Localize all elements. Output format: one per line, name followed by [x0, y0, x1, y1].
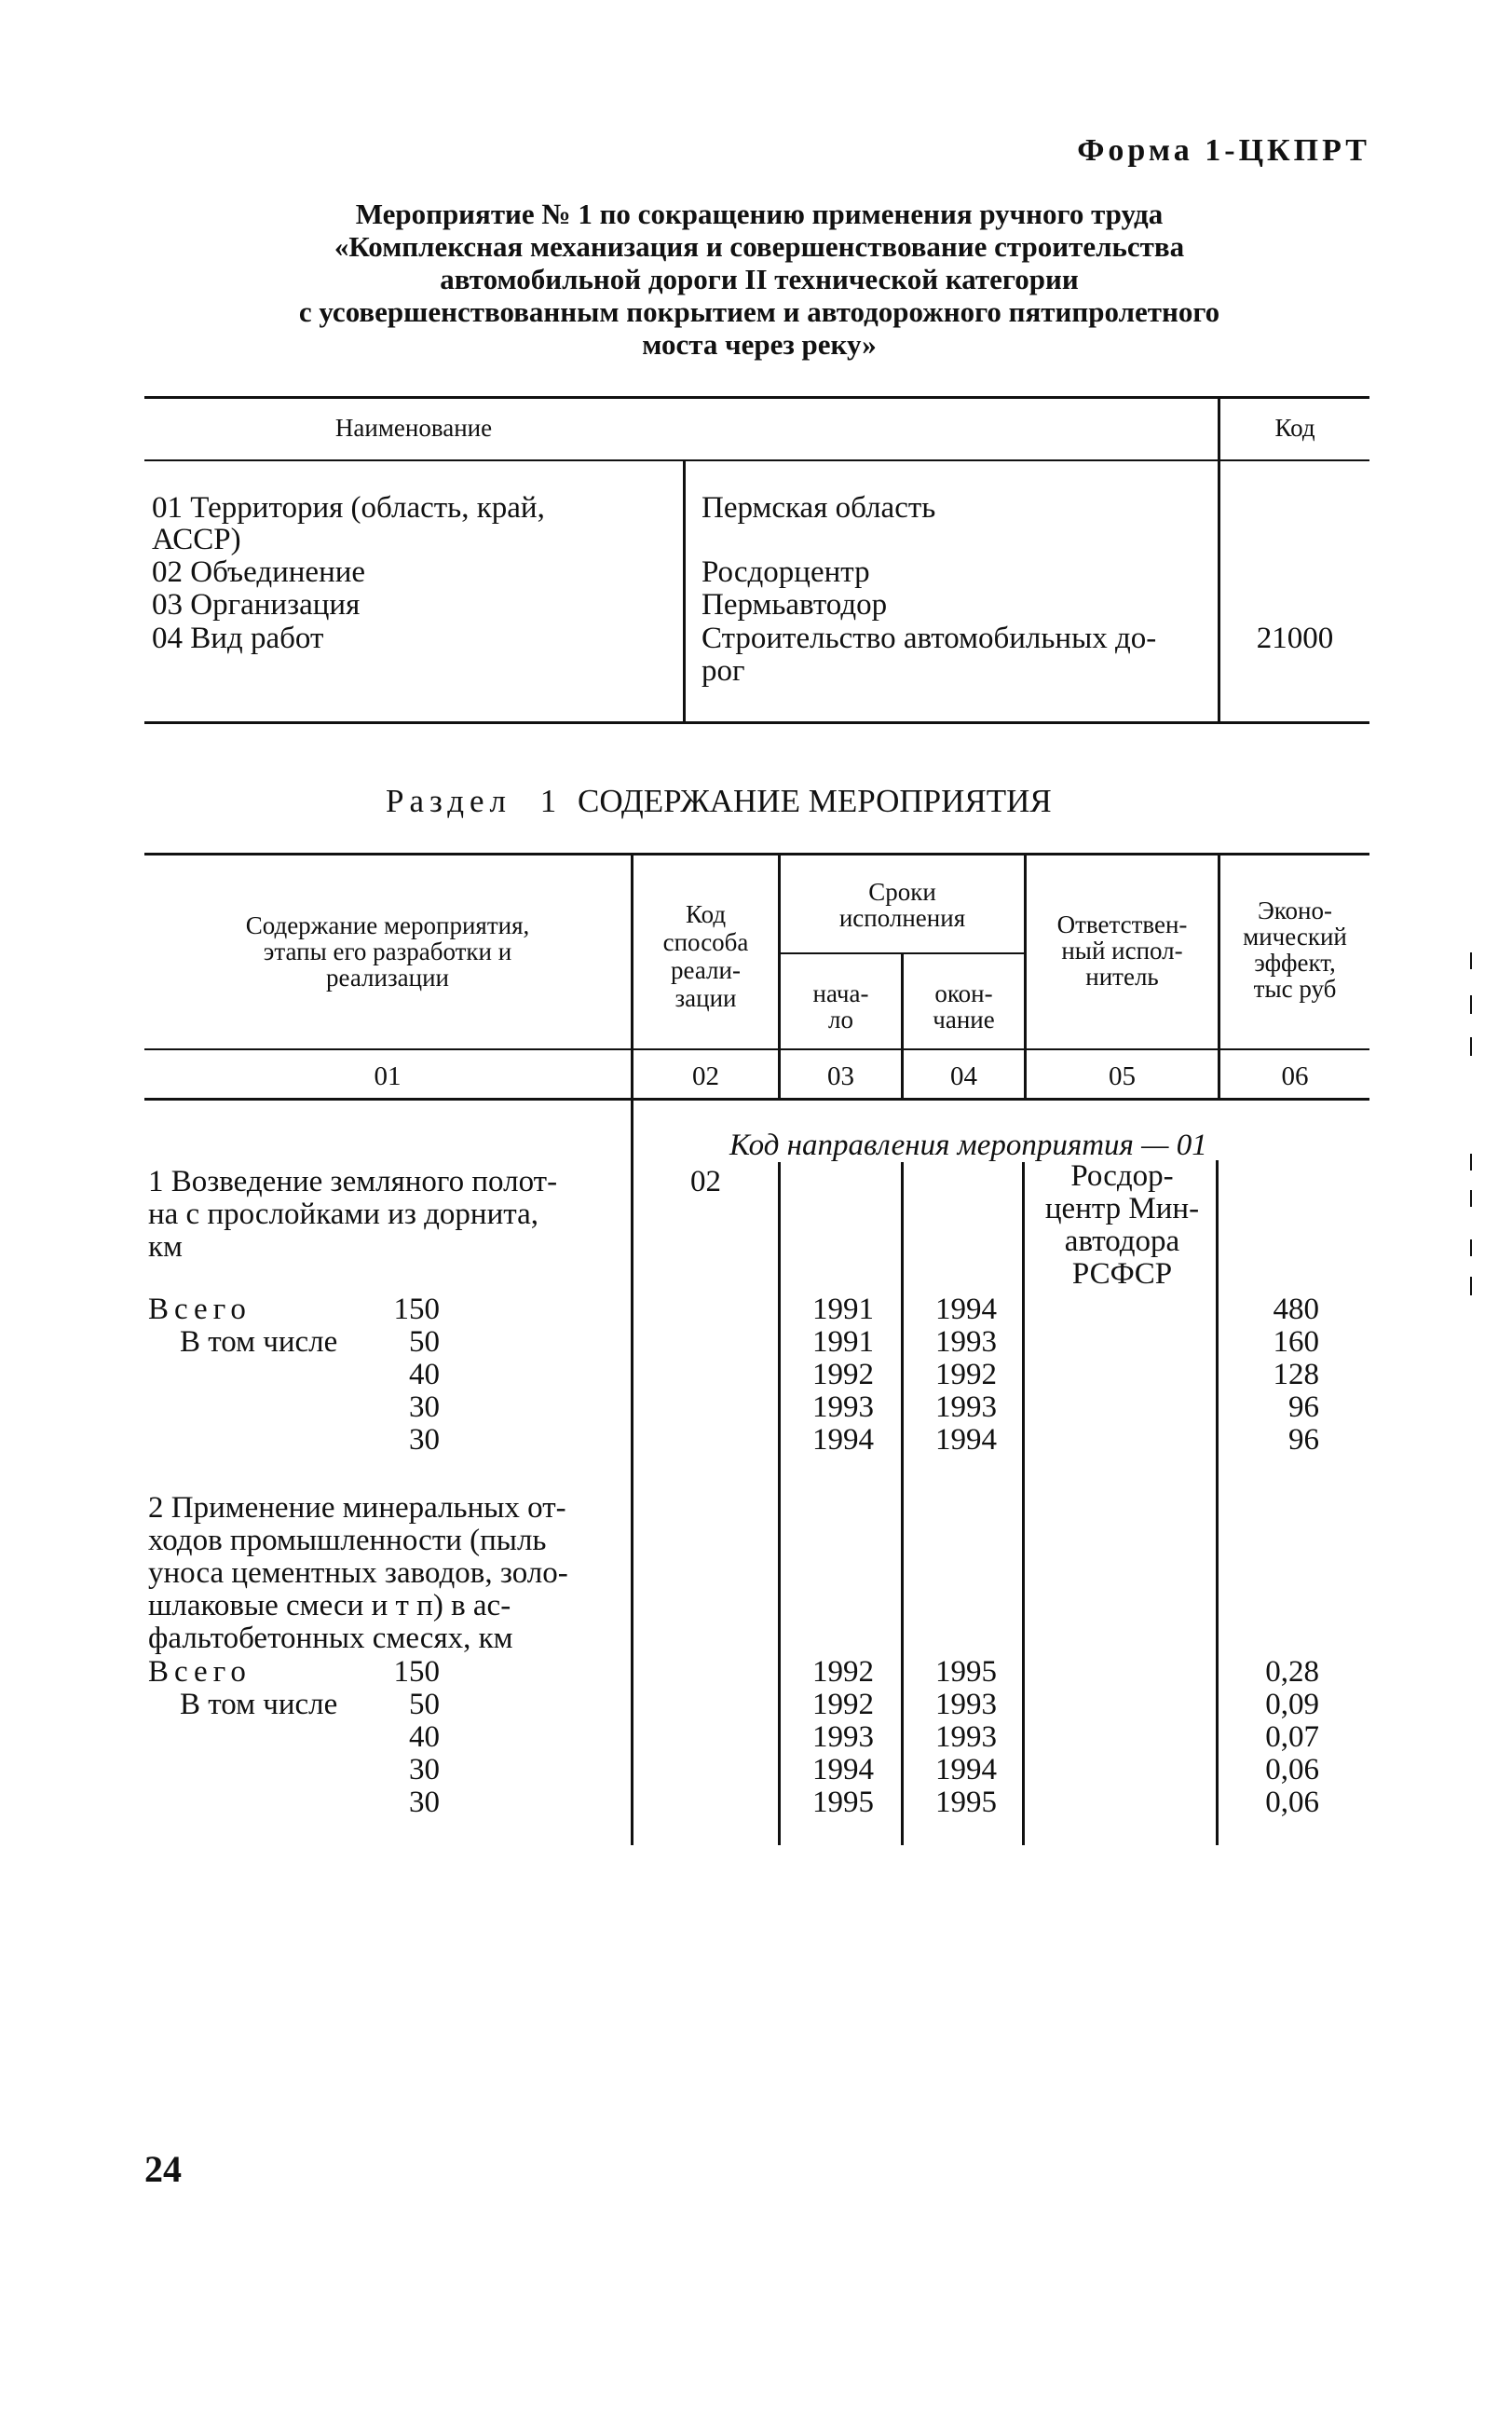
form-label: Форма 1-ЦКПРТ	[1077, 133, 1370, 168]
row-label: 02 Объединение	[152, 555, 366, 589]
item1-effect: 128	[1273, 1358, 1319, 1391]
item2-end: 1993	[935, 1720, 997, 1754]
item1-qty: 30	[409, 1423, 440, 1457]
item1-end: 1994	[935, 1423, 997, 1457]
section-name: СОДЕРЖАНИЕ МЕРОПРИЯТИЯ	[578, 783, 1052, 819]
col-number: 06	[1281, 1061, 1309, 1091]
table-rule	[144, 853, 1369, 855]
item1-qty: 150	[393, 1293, 440, 1326]
header-end	[904, 980, 1024, 1033]
page-number: 24	[144, 2148, 182, 2190]
item1-end: 1994	[935, 1293, 997, 1326]
item1-responsible: центр Мин-	[1044, 1192, 1200, 1225]
header-line: нитель	[1085, 963, 1159, 991]
item2-line: уноса цементных заводов, золо-	[148, 1556, 568, 1590]
item1-line: 1 Возведение земляного полот-	[148, 1165, 558, 1198]
margin-mark	[1470, 952, 1472, 969]
item2-qty: 150	[393, 1655, 440, 1689]
item2-incl-label: В том числе	[180, 1688, 338, 1721]
title-line: с усовершенствованным покрытием и автодорожного пятипролетного	[298, 295, 1220, 328]
col-number: 02	[692, 1061, 719, 1091]
header-line: реали-	[671, 956, 741, 984]
item1-start: 1994	[812, 1423, 874, 1457]
header-content	[144, 912, 631, 991]
item2-start: 1993	[812, 1720, 874, 1754]
item2-effect: 0,06	[1265, 1786, 1319, 1819]
column-divider	[1022, 1160, 1025, 1845]
header-line: зации	[674, 984, 737, 1012]
item2-total-label: Всего	[148, 1655, 252, 1689]
item2-end: 1993	[935, 1688, 997, 1721]
margin-mark	[1470, 995, 1472, 1014]
item2-line: фальтобетонных смесях, км	[148, 1622, 513, 1655]
header-line: Код	[685, 900, 727, 928]
header-terms	[781, 879, 1024, 931]
header-line: нача-	[812, 979, 869, 1007]
header-method	[633, 900, 778, 1012]
title-line: автомобильной дороги II технической категории	[440, 263, 1079, 295]
row-label: АССР)	[152, 523, 241, 556]
item2-line: шлаковые смеси и т п) в ас-	[148, 1589, 511, 1622]
title-line: «Комплексная механизация и совершенствование строительства	[334, 230, 1185, 263]
item2-qty: 40	[409, 1720, 440, 1754]
item1-responsible: РСФСР	[1071, 1257, 1173, 1291]
item2-qty: 50	[409, 1688, 440, 1721]
item1-end: 1993	[935, 1325, 997, 1359]
item2-start: 1992	[812, 1655, 874, 1689]
margin-mark	[1470, 1154, 1472, 1170]
item2-start: 1995	[812, 1786, 874, 1819]
item1-end: 1992	[935, 1358, 997, 1391]
row-label: 01 Территория (область, край,	[152, 491, 545, 525]
item2-line: 2 Применение минеральных от-	[148, 1491, 566, 1525]
item2-end: 1994	[935, 1753, 997, 1786]
header-line: тыс руб	[1253, 975, 1337, 1003]
column-divider	[683, 461, 686, 721]
row-label: 04 Вид работ	[152, 622, 324, 655]
col-number: 05	[1109, 1061, 1136, 1091]
row-value: Пермьавтодор	[702, 588, 888, 622]
item2-effect: 0,07	[1265, 1720, 1319, 1754]
direction-code: Код направления мероприятия — 01	[729, 1129, 1207, 1162]
item2-effect: 0,28	[1265, 1655, 1319, 1689]
header-effect	[1220, 897, 1369, 1002]
margin-mark	[1470, 1239, 1472, 1256]
header-line: Содержание мероприятия,	[245, 911, 530, 939]
header-col-code: Код	[1274, 414, 1315, 442]
header-line: Сроки	[868, 878, 936, 906]
table-rule	[144, 721, 1369, 724]
header-line: эффект,	[1254, 949, 1336, 977]
header-start	[781, 980, 901, 1033]
header-line: чание	[933, 1006, 995, 1033]
row-value: рог	[702, 654, 745, 688]
header-line: Эконо-	[1257, 897, 1332, 924]
item2-end: 1995	[935, 1655, 997, 1689]
item2-qty: 30	[409, 1753, 440, 1786]
item1-start: 1992	[812, 1358, 874, 1391]
section-title	[386, 785, 1052, 818]
col-number: 04	[950, 1061, 977, 1091]
title-line: Мероприятие № 1 по сокращению применения ручного труда	[355, 198, 1164, 230]
title-line: моста через реку»	[642, 328, 877, 361]
header-line: ло	[828, 1006, 853, 1033]
col-number: 01	[374, 1061, 402, 1091]
row-value: Росдорцентр	[702, 555, 870, 589]
row-code: 21000	[1256, 622, 1334, 655]
item1-qty: 40	[409, 1358, 440, 1391]
item1-effect: 96	[1288, 1390, 1319, 1424]
item1-responsible: Росдор-	[1070, 1159, 1174, 1193]
item1-start: 1993	[812, 1390, 874, 1424]
item1-end: 1993	[935, 1390, 997, 1424]
table-rule	[144, 459, 1369, 461]
table-rule	[144, 1098, 1369, 1101]
header-col-name: Наименование	[334, 414, 493, 442]
item2-line: ходов промышленности (пыль	[148, 1524, 547, 1557]
header-responsible	[1027, 911, 1218, 990]
item1-start: 1991	[812, 1325, 874, 1359]
item2-start: 1992	[812, 1688, 874, 1721]
table-rule	[144, 396, 1369, 399]
document-title	[140, 198, 1379, 361]
column-divider	[1218, 399, 1220, 721]
item1-line: км	[148, 1230, 183, 1264]
header-line: Ответствен-	[1056, 910, 1188, 938]
row-value: Строительство автомобильных до-	[702, 622, 1157, 655]
item2-end: 1995	[935, 1786, 997, 1819]
item1-responsible: автодора	[1064, 1225, 1180, 1258]
row-value: Пермская область	[702, 491, 936, 525]
header-line: исполнения	[838, 904, 966, 932]
item1-method-code: 02	[690, 1165, 721, 1198]
item1-incl-label: В том числе	[180, 1325, 338, 1359]
margin-mark	[1470, 1190, 1472, 1207]
margin-mark	[1470, 1037, 1472, 1056]
margin-mark	[1470, 1277, 1472, 1295]
row-label: 03 Организация	[152, 588, 361, 622]
item1-total-label: Всего	[148, 1293, 252, 1326]
table-rule	[144, 1048, 1369, 1050]
header-line: окон-	[934, 979, 993, 1007]
item1-effect: 480	[1273, 1293, 1319, 1326]
item1-start: 1991	[812, 1293, 874, 1326]
section-number: 1	[539, 783, 557, 819]
item2-start: 1994	[812, 1753, 874, 1786]
header-line: этапы его разработки и	[263, 938, 512, 965]
item2-effect: 0,09	[1265, 1688, 1319, 1721]
item2-effect: 0,06	[1265, 1753, 1319, 1786]
section-prefix: Раздел	[386, 783, 512, 819]
header-line: реализации	[326, 964, 449, 992]
item1-effect: 160	[1273, 1325, 1319, 1359]
item1-line: на с прослойками из дорнита,	[148, 1198, 538, 1231]
header-line: мический	[1243, 923, 1347, 951]
col-number: 03	[827, 1061, 854, 1091]
item1-qty: 30	[409, 1390, 440, 1424]
header-line: способа	[662, 928, 749, 956]
item1-effect: 96	[1288, 1423, 1319, 1457]
item1-qty: 50	[409, 1325, 440, 1359]
header-line: ный испол-	[1061, 937, 1183, 965]
item2-qty: 30	[409, 1786, 440, 1819]
